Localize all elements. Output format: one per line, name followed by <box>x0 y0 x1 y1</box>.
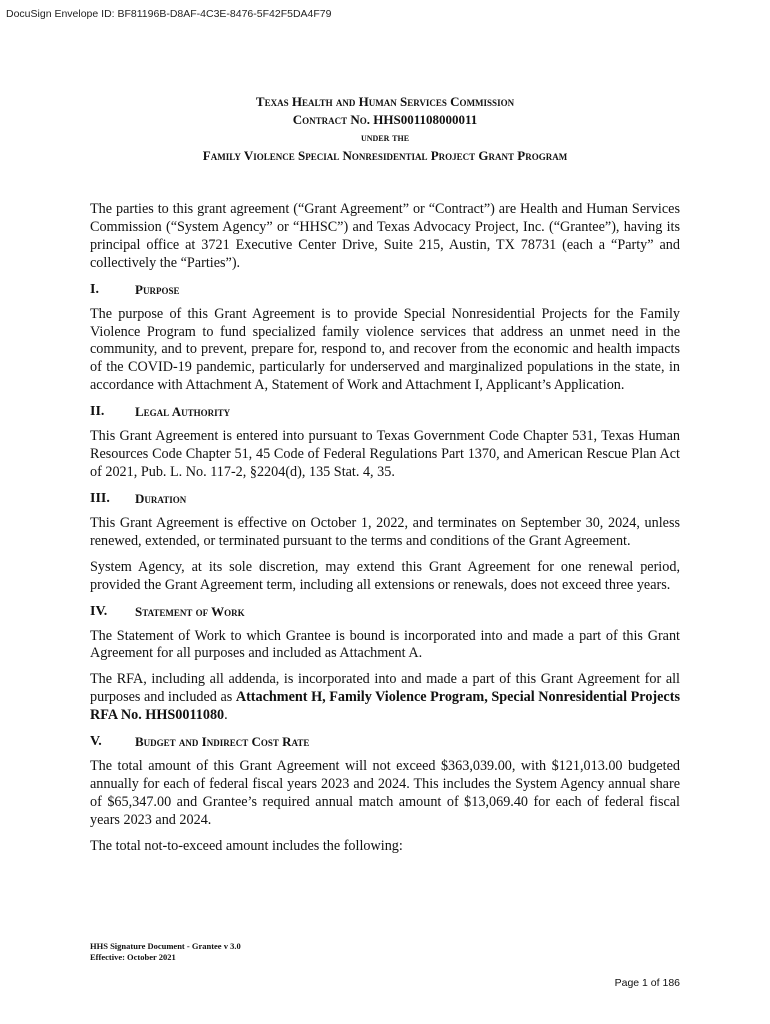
footer-effective-date: Effective: October 2021 <box>90 952 176 962</box>
title-program: Family Violence Special Nonresidential Project Grant Program <box>202 148 568 163</box>
work-paragraph-2-text: The RFA, including all addenda, is incorporated into and made a part of this Grant Agreement for all purposes and included as <box>90 671 680 706</box>
section-number: V. <box>90 734 102 750</box>
footer-version: HHS Signature Document - Grantee v 3.0 <box>90 941 241 951</box>
section-heading-purpose <box>90 281 680 299</box>
title-under: under the <box>360 132 410 144</box>
budget-paragraph-1: The total amount of this Grant Agreement will not exceed $363,039.00, with $121,013.00 budgeted annually for each of federal fiscal years 2023 and 2024. This includes the System Agency annual share of $65,347.00 and Grantee’s required annual match amount of $13,069.40 for each of federal fiscal years 2023 and 2024. <box>90 758 680 828</box>
section-heading-duration <box>90 490 680 508</box>
section-number: I. <box>90 281 99 297</box>
section-title: Statement of Work <box>135 603 245 619</box>
duration-paragraph-2: System Agency, at its sole discretion, may extend this Grant Agreement for one renewal period, provided the Grant Agreement term, including all extensions or renewals, does not exceed three years. <box>90 558 680 593</box>
page-number: Page 1 of 186 <box>614 977 680 989</box>
duration-paragraph-1: This Grant Agreement is effective on October 1, 2022, and terminates on September 30, 2024, unless renewed, extended, or terminated pursuant to the terms and conditions of the Grant Agreement. <box>90 514 680 549</box>
title-contract-number: Contract No. HHS001108000011 <box>292 112 478 127</box>
document-footer <box>90 941 241 963</box>
section-title: Duration <box>135 490 187 506</box>
work-paragraph-2-end: . <box>224 707 228 724</box>
section-title: Purpose <box>135 281 180 297</box>
section-title: Legal Authority <box>135 404 231 420</box>
purpose-paragraph: The purpose of this Grant Agreement is to provide Special Nonresidential Projects for the Family Violence Program to fund specialized family violence services that address an unmet need in the community, and to prevent, prepare for, respond to, and recover from the economic and health impacts of the COVID-19 pandemic, particularly for underserved and marginalized populations in the state, in accordance with Attachment A, Statement of Work and Attachment I, Applicant’s Application. <box>90 305 680 394</box>
envelope-id: DocuSign Envelope ID: BF81196B-D8AF-4C3E-8476-5F42F5DA4F79 <box>6 8 332 20</box>
section-number: IV. <box>90 603 108 619</box>
work-paragraph-2 <box>90 671 680 725</box>
work-paragraph-1: The Statement of Work to which Grantee is bound is incorporated into and made a part of this Grant Agreement for all purposes and included as Attachment A. <box>90 627 680 662</box>
budget-paragraph-2: The total not-to-exceed amount includes the following: <box>90 837 403 854</box>
document-body <box>90 201 680 864</box>
section-number: II. <box>90 404 105 420</box>
section-heading-budget <box>90 733 680 751</box>
authority-paragraph: This Grant Agreement is entered into pursuant to Texas Government Code Chapter 531, Texas Human Resources Code Chapter 51, 45 Code of Federal Regulations Part 1370, and American Rescue Plan Act of 2021, Pub. L. No. 117-2, §2204(d), 135 Stat. 4, 35. <box>90 428 680 480</box>
document-title <box>0 93 770 165</box>
section-number: III. <box>90 490 110 506</box>
section-heading-statement-of-work <box>90 603 680 621</box>
intro-paragraph: The parties to this grant agreement (“Grant Agreement” or “Contract”) are Health and Human Services Commission (“System Agency” or “HHSC”) and Texas Advocacy Project, Inc. (“Grantee”), having its principal office at 3721 Executive Center Drive, Suite 215, Austin, TX 78731 (each a “Party” and collectively the “Parties”). <box>90 201 680 271</box>
section-heading-authority <box>90 403 680 421</box>
section-title: Budget and Indirect Cost Rate <box>135 734 310 750</box>
title-agency: Texas Health and Human Services Commission <box>255 94 515 109</box>
attachment-h-reference: Attachment H, Family Violence Program, Special Nonresidential Projects RFA No. HHS0011080 <box>90 689 680 724</box>
